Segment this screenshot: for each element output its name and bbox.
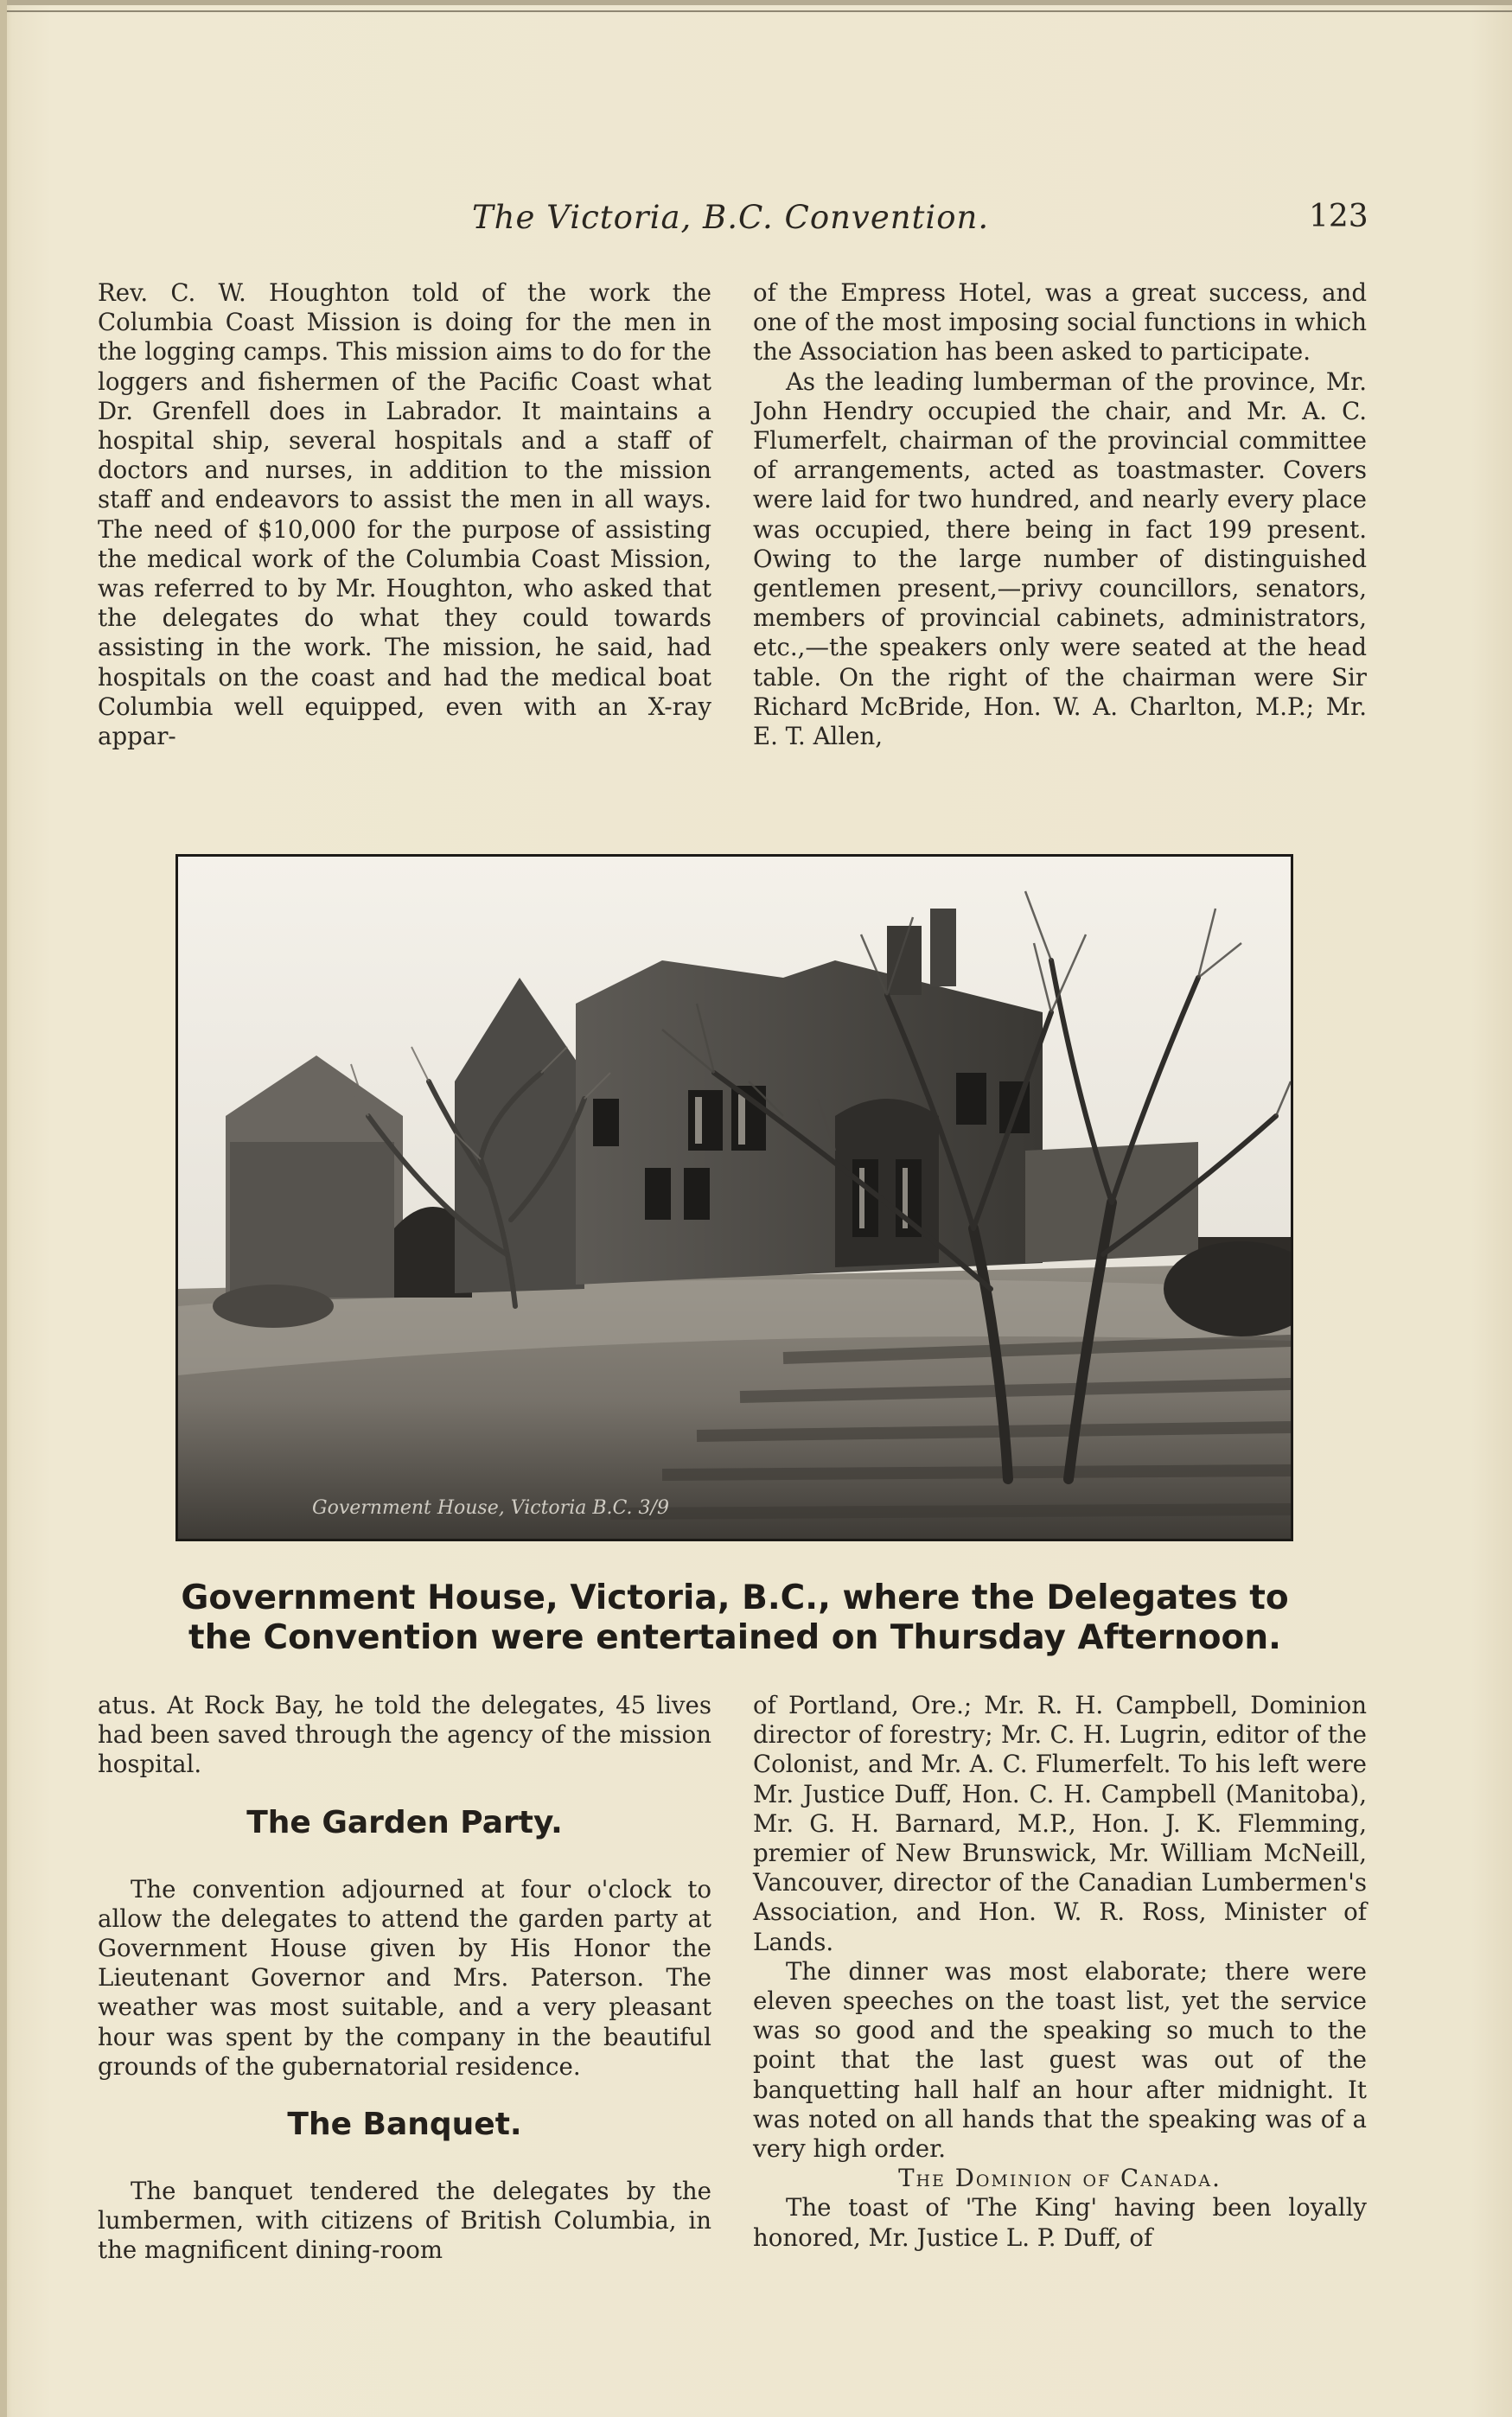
dominion-heading: The Dominion of Canada. [898,2164,1222,2193]
bottom-right-column [753,1691,1367,2253]
empress-hotel-paragraph: of the Empress Hotel, was a great success, and one of the most imposing social functions in which the Association has been asked to participate. [753,278,1367,367]
dinner-paragraph: The dinner was most elaborate; there were eleven speeches on the toast list, yet the service was so good and the speaking so much to the point that the last guest was out of the banquetting hall half an hour after midnight. It was noted on all hands that the speaking was of a very high order. [753,1956,1367,2164]
page-number: 123 [1309,199,1368,234]
running-head: The Victoria, B.C. Convention. [472,199,990,236]
chairman-paragraph: As the leading lumberman of the province, Mr. John Hendry occupied the chair, and Mr. A. C. Flumerfelt, chairman of the provincial committee of arrangements, acted as toastmaster. Covers were laid for two hundred, and nearly every place was occupied, there being in fact 199 present. Owing to the large number of distinguished gentlemen present,—privy councillors, senators, members of provincial cabinets, administrators, etc.,—the speakers only were seated at the head table. On the right of the chairman were Sir Richard McBride, Hon. W. A. Charlton, M.P.; Mr. E. T. Allen, [753,367,1367,751]
caption-line-1: Government House, Victoria, B.C., where the Delegates to [181,1578,1289,1617]
garden-party-heading: The Garden Party. [246,1804,563,1840]
caption-line-2: the Convention were entertained on Thursday Afternoon. [188,1618,1281,1657]
top-border-rule [0,0,1512,5]
page-binding-edge [0,0,7,2417]
rock-bay-paragraph: atus. At Rock Bay, he told the delegates, 45 lives had been saved through the agency of the mission hospital. [98,1691,711,1779]
top-right-column [753,278,1367,751]
top-left-column [98,278,711,751]
banquet-heading: The Banquet. [287,2107,522,2143]
guests-paragraph: of Portland, Ore.; Mr. R. H. Campbell, Dominion director of forestry; Mr. C. H. Lugrin, editor of the Colonist, and Mr. A. C. Flumerfelt. To his left were Mr. Justice Duff, Hon. C. H. Campbell (Manitoba), Mr. G. H. Barnard, M.P., Hon. J. K. Flemming, premier of New Brunswick, Mr. William McNeill, Vancouver, director of the Canadian Lumbermen's Association, and Hon. W. R. Ross, Minister of Lands. [753,1691,1367,1956]
photo-illustration [178,857,1291,1539]
houghton-paragraph: Rev. C. W. Houghton told of the work the Columbia Coast Mission is doing for the men in the logging camps. This mission aims to do for the loggers and fishermen of the Pacific Coast what Dr. Grenfell does in Labrador. It maintains a hospital ship, several hospitals and a staff of doctors and nurses, in addition to the mission staff and endeavors to assist the men in all ways. The need of $10,000 for the purpose of assisting the medical work of the Columbia Coast Mission, was referred to by Mr. Houghton, who asked that the delegates do what they could towards assisting in the work. The mission, he said, had hospitals on the coast and had the medical boat Columbia well equipped, even with an X-ray appar- [98,278,711,751]
photo-caption [130,1578,1340,1658]
garden-party-paragraph: The convention adjourned at four o'clock to allow the delegates to attend the garden party at Government House given by His Honor the Lieutenant Governor and Mrs. Paterson. The weather was most suitable, and a very pleasant hour was spent by the company in the beautiful grounds of the gubernatorial residence. [98,1874,711,2081]
bottom-left-column [98,1691,711,2266]
government-house-photo [175,854,1293,1541]
banquet-paragraph: The banquet tendered the delegates by the lumbermen, with citizens of British Columbia, in the magnificent dining-room [98,2177,711,2265]
toast-paragraph: The toast of 'The King' having been loyally honored, Mr. Justice L. P. Duff, of [753,2193,1367,2252]
top-border-line [0,10,1512,12]
photo-inscription: Government House, Victoria B.C. 3/9 [312,1497,669,1519]
